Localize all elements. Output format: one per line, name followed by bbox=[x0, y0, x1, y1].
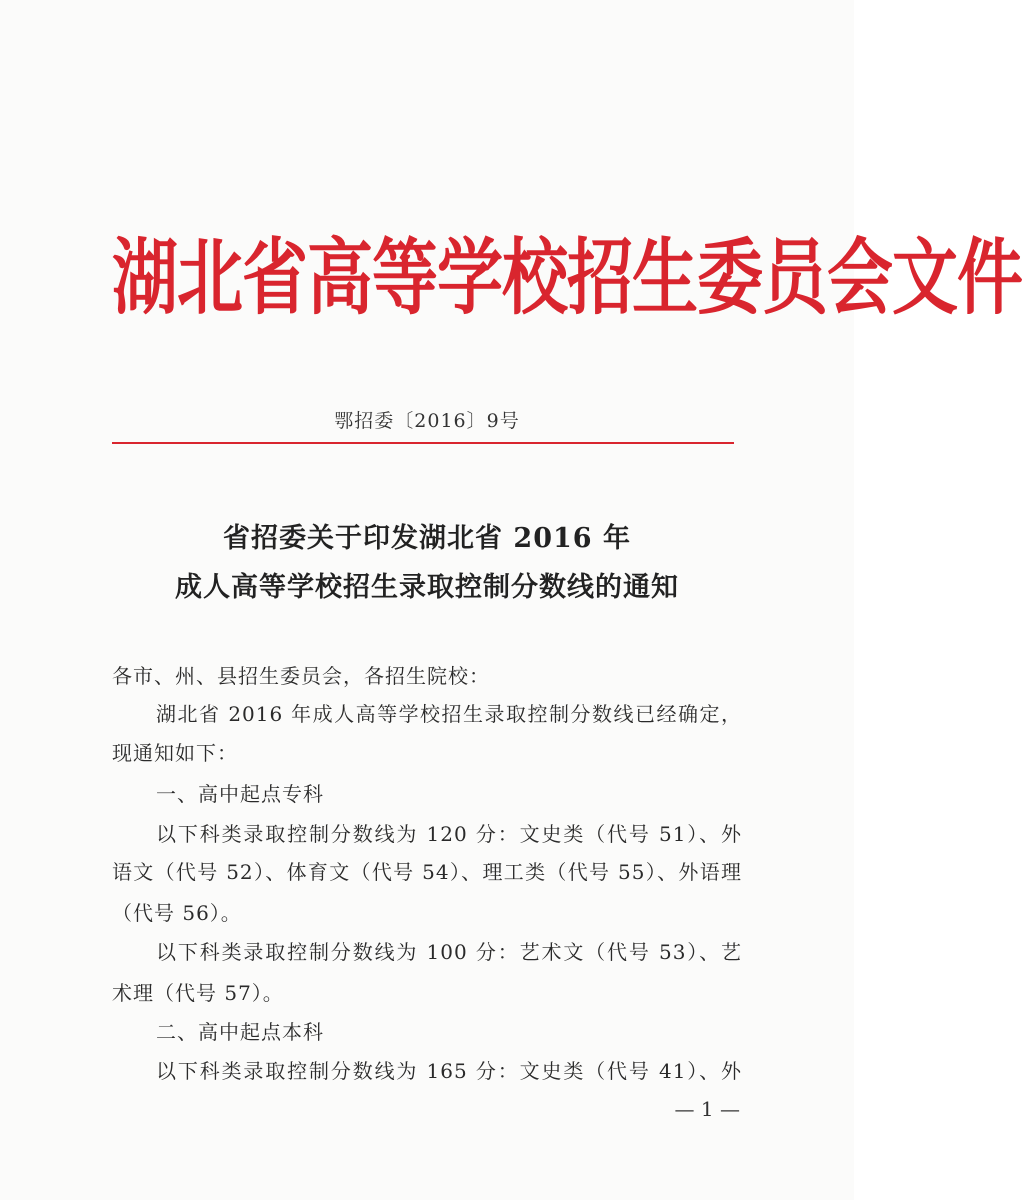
salutation: 各市、州、县招生委员会，各招生院校： bbox=[112, 664, 490, 688]
page-number: — 1 — bbox=[674, 1097, 740, 1121]
section-1-paragraph-1-line-2: 语文（代号 52）、体育文（代号 54）、理工类（代号 55）、外语理 bbox=[112, 860, 742, 884]
notice-title-line-2: 成人高等学校招生录取控制分数线的通知 bbox=[175, 572, 679, 603]
red-divider-line bbox=[112, 442, 734, 444]
section-1-heading: 一、高中起点专科 bbox=[156, 782, 324, 806]
notice-title-line-1: 省招委关于印发湖北省 2016 年 bbox=[223, 523, 631, 554]
section-1-paragraph-2-line-2: 术理（代号 57）。 bbox=[112, 981, 284, 1005]
section-2-heading: 二、高中起点本科 bbox=[156, 1020, 324, 1044]
document-number: 鄂招委〔2016〕9号 bbox=[334, 410, 520, 432]
section-1-paragraph-1-line-3: （代号 56）。 bbox=[112, 901, 242, 925]
section-1-paragraph-1-line-1: 以下科类录取控制分数线为 120 分：文史类（代号 51）、外 bbox=[156, 822, 742, 846]
intro-line-1: 湖北省 2016 年成人高等学校招生录取控制分数线已经确定， bbox=[156, 702, 742, 726]
agency-header-title: 湖北省高等学校招生委员会文件 bbox=[112, 228, 1022, 326]
section-2-paragraph-1-line-1: 以下科类录取控制分数线为 165 分：文史类（代号 41）、外 bbox=[156, 1059, 742, 1083]
intro-line-2: 现通知如下： bbox=[112, 741, 238, 765]
section-1-paragraph-2-line-1: 以下科类录取控制分数线为 100 分：艺术文（代号 53）、艺 bbox=[156, 940, 742, 964]
